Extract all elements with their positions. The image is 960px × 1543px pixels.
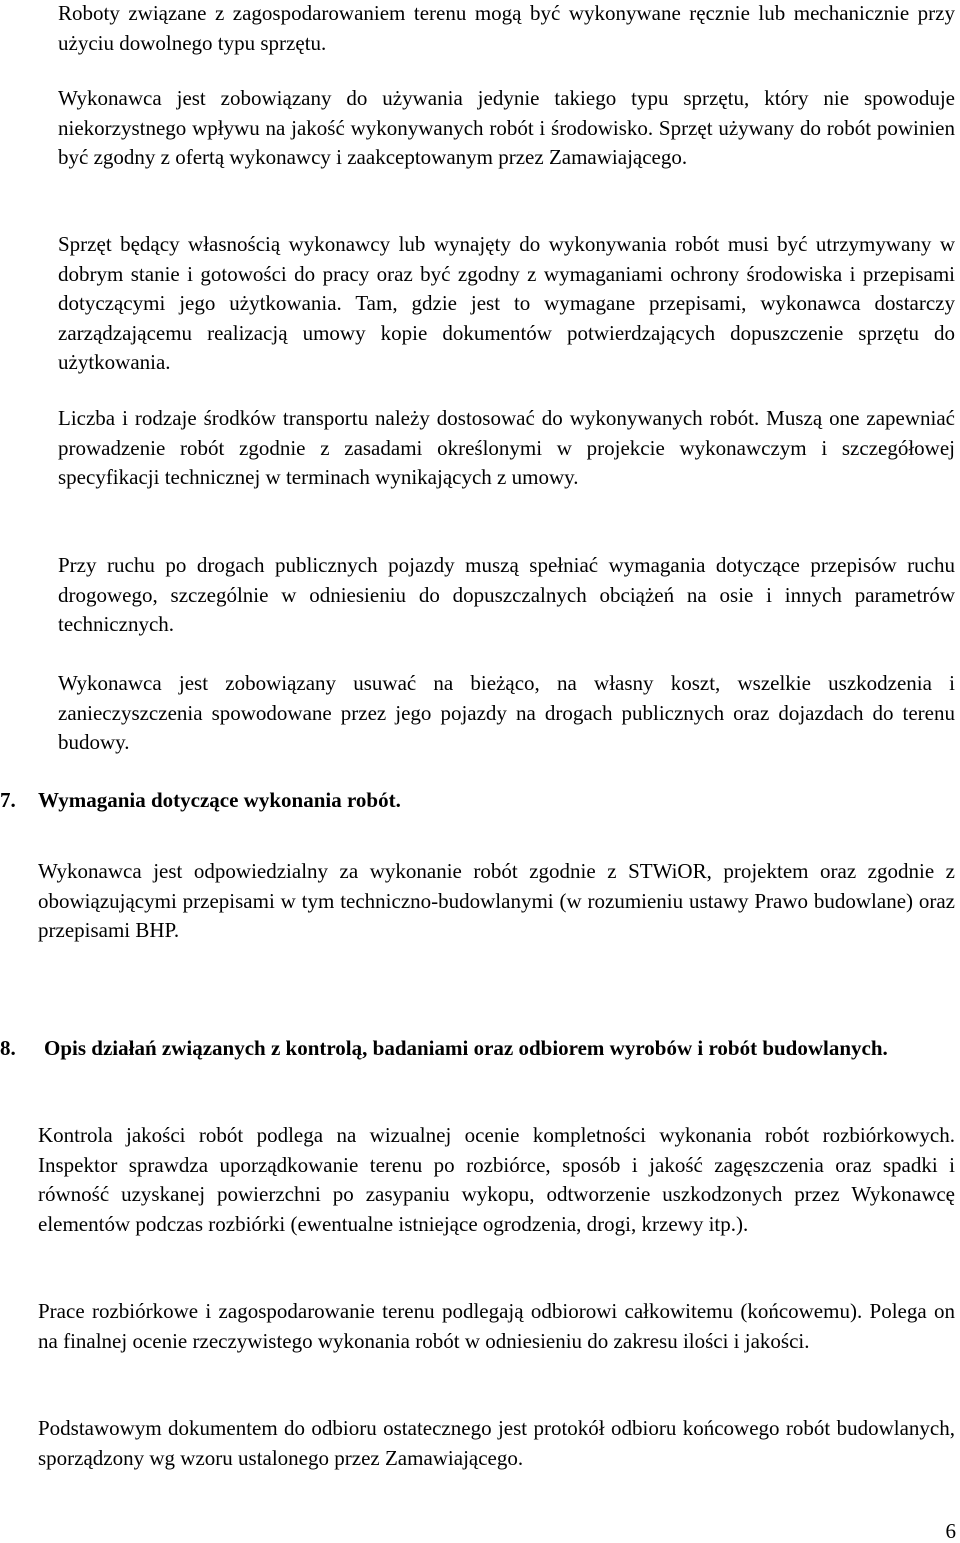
section-7-title: Wymagania dotyczące wykonania robót. — [38, 788, 401, 812]
section-8-number: 8. — [0, 1036, 16, 1060]
section-7-heading — [0, 786, 401, 816]
paragraph-equipment-usage: Wykonawca jest zobowiązany do używania jedynie takiego typu sprzętu, który nie spowoduje niekorzystnego wpływu na jakość wykonywanych robót i środowisko. Sprzęt używany do robót powinien być zgodny z ofertą wykonawcy i zaakceptowanym przez Zamawiającego. — [58, 86, 955, 169]
section-8-title: Opis działań związanych z kontrolą, badaniami oraz odbiorem wyrobów i robót budowlanych. — [44, 1036, 888, 1060]
section-8-heading — [0, 1034, 955, 1064]
paragraph-equipment-type: Roboty związane z zagospodarowaniem terenu mogą być wykonywane ręcznie lub mechanicznie przy użyciu dowolnego typu sprzętu. — [58, 1, 955, 55]
paragraph-public-roads: Przy ruchu po drogach publicznych pojazdy muszą spełniać wymagania dotyczące przepisów ruchu drogowego, szczególnie w odniesieniu do dopuszczalnych obciążeń na osie i innych parametrów technicznych. — [58, 553, 955, 636]
paragraph-work-requirements: Wykonawca jest odpowiedzialny za wykonanie robót zgodnie z STWiOR, projektem oraz zgodnie z obowiązującymi przepisami w tym techniczno-budowlanymi (w rozumieniu ustawy Prawo budowlane) oraz przepisami BHP. — [38, 859, 955, 942]
paragraph-quality-control: Kontrola jakości robót podlega na wizualnej ocenie kompletności wykonania robót rozbiórkowych. Inspektor sprawdza uporządkowanie terenu po rozbiórce, sposób i jakość zagęszczenia oraz spadki i równość uzyskanej powierzchni po zasypaniu wykopu, odtworzenie uszkodzonych przez Wykonawcę elementów podczas rozbiórki (ewentualne istniejące ogrodzenia, drogi, krzewy itp.). — [38, 1123, 955, 1236]
paragraph-acceptance-protocol: Podstawowym dokumentem do odbioru ostatecznego jest protokół odbioru końcowego robót budowlanych, sporządzony wg wzoru ustalonego przez Zamawiającego. — [38, 1416, 955, 1470]
paragraph-transport: Liczba i rodzaje środków transportu należy dostosować do wykonywanych robót. Muszą one zapewniać prowadzenie robót zgodnie z zasadami określonymi w projekcie wykonawczym i szczegółowej specyfikacji technicznej w terminach wynikających z umowy. — [58, 406, 955, 489]
page-number: 6 — [945, 1519, 956, 1543]
paragraph-final-acceptance: Prace rozbiórkowe i zagospodarowanie terenu podlegają odbiorowi całkowitemu (końcowemu). Polega on na finalnej ocenie rzeczywistego wykonania robót w odniesieniu do zakresu ilości i jakości. — [38, 1299, 955, 1353]
paragraph-equipment-ownership: Sprzęt będący własnością wykonawcy lub wynajęty do wykonywania robót musi być utrzymywany w dobrym stanie i gotowości do pracy oraz być zgodny z wymaganiami ochrony środowiska i przepisami dotyczącymi jego użytkowania. Tam, gdzie jest to wymagane przepisami, wykonawca dostarczy zarządzającemu realizacją umowy kopie dokumentów potwierdzających dopuszczenie sprzętu do użytkowania. — [58, 232, 955, 374]
paragraph-damage-removal: Wykonawca jest zobowiązany usuwać na bieżąco, na własny koszt, wszelkie uszkodzenia i zanieczyszczenia spowodowane przez jego pojazdy na drogach publicznych oraz dojazdach do terenu budowy. — [58, 671, 955, 754]
section-7-number: 7. — [0, 788, 16, 812]
